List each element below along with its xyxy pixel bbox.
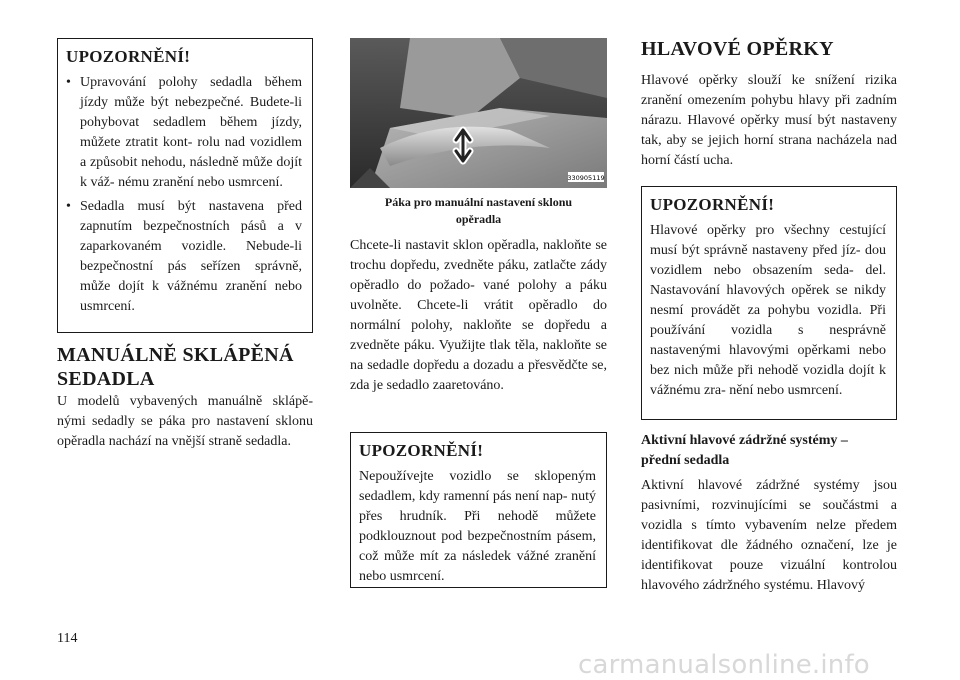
warning-title: UPOZORNĚNÍ! <box>359 441 484 460</box>
warning-body: Hlavové opěrky pro všechny cestující musí být správně nastaveny před jíz- dou vozidlem nebo obsazením seda- del. Nastavování hlavových opěrek se nikdy nesmí provádět za pohybu vozidla. Při používání vozidla s nesprávně nastavenými hlavovými opěrkami nebo bez nich může při nehodě vozidla dojít k vážnému zra- nění nebo usmrcení. <box>650 223 886 398</box>
warning-title: UPOZORNĚNÍ! <box>66 47 191 66</box>
warning-bullet: • Sedadla musí být nastavena před zapnutím bezpečnostních pásů a v zaparkovaném vozidle. Nebude-li bezpečnostní pás seřízen správně, může dojít k vážnému zranění nebo usmrcení. <box>66 199 302 314</box>
warning-body: Nepoužívejte vozidlo se sklopeným sedadlem, kdy ramenní pás není nap- nutý přes hrudník. Při nehodě můžete podklouznout pod bezpečnostním pásem, což může mít za následek vážné zranění nebo usmrcení. <box>359 469 596 584</box>
figure-caption: Páka pro manuální nastavení sklonu opěradla <box>384 195 573 226</box>
section-heading-manual-recline: MANUÁLNĚ SKLÁPĚNÁ SEDADLA <box>57 344 294 390</box>
warning-bullet-list <box>66 73 302 317</box>
section-body-manual-recline: U modelů vybavených manuálně sklápě- nými sedadly se páka pro nastavení sklonu opěradla nachází na vnější straně sedadla. <box>57 394 313 449</box>
subsection-heading-active-head-restraints: Aktivní hlavové zádržné systémy – přední sedadla <box>641 433 848 468</box>
warning-title: UPOZORNĚNÍ! <box>650 195 775 214</box>
seat-recline-lever-photo <box>350 38 607 188</box>
warning-box-seat-adjust <box>57 38 313 333</box>
warning-box-reclined-seat <box>350 432 607 588</box>
image-code: 330905119 <box>567 174 605 182</box>
section-body-head-restraints: Hlavové opěrky slouží ke snížení rizika zranění omezením pohybu hlavy při zadním nárazu. Hlavové opěrky musí být nastaveny tak, aby se jejich horní strana nacházela nad horní částí ucha. <box>641 73 897 168</box>
warning-bullet: • Upravování polohy sedadla během jízdy může být nebezpečné. Budete-li pohybovat sedadlem během jízdy, můžete ztratit kont- rolu nad vozidlem a způsobit nehodu, následně může dojít k váž- nému zranění nebo usmrcení. <box>66 75 302 190</box>
section-body-active-head-restraints: Aktivní hlavové zádržné systémy jsou pasivními, rozvinujícími se součástmi a vozidla s tímto vybavením nelze předem identifikovat dle žádného označení, lze je identifikovat pouze vizuální kontrolou hlavového zádržného systému. Hlavový <box>641 478 897 593</box>
section-body-recline-instructions: Chcete-li nastavit sklon opěradla, nakloňte se trochu dopředu, zvedněte páku, zatlačte zády opěradlo do požado- vané polohy a páku uvolněte. Chcete-li vrátit opěradlo do normální polohy, nakloňte se dopředu a zvedněte páku. Využijte tlak těla, nakloňte se na sedadle dopředu a dozadu a přesvědčte se, zda je sedadlo zaaretováno. <box>350 238 607 393</box>
page-number: 114 <box>57 631 78 646</box>
section-heading-head-restraints: HLAVOVÉ OPĚRKY <box>641 38 834 60</box>
seat-photo-illustration <box>350 38 607 188</box>
warning-box-head-restraints <box>641 186 897 420</box>
site-watermark: carmanualsonline.info <box>578 650 870 680</box>
